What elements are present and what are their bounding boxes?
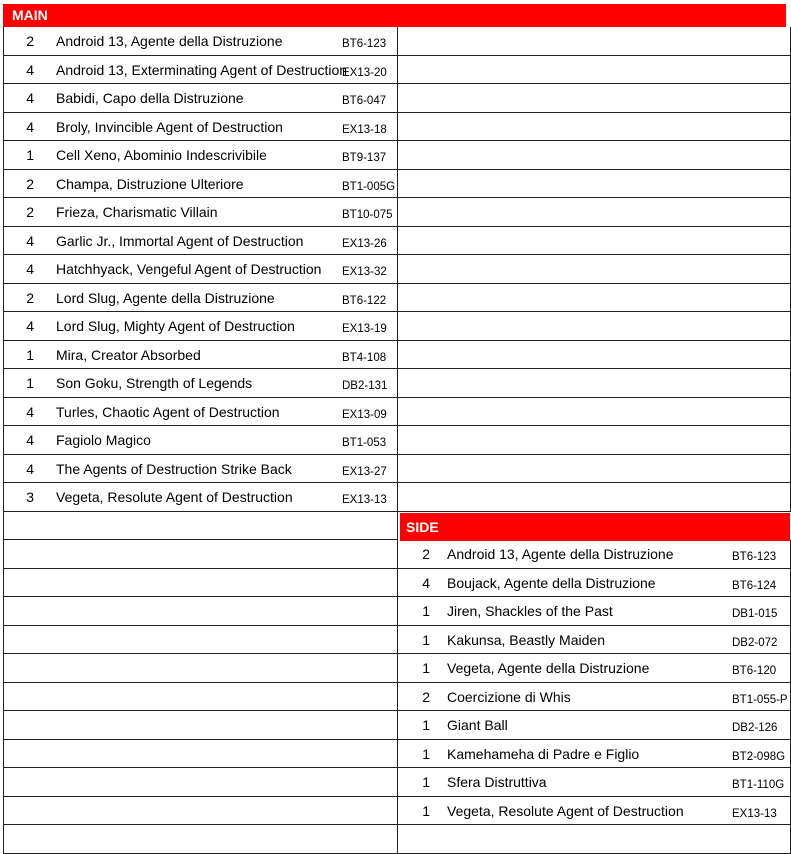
card-name: Lord Slug, Mighty Agent of Destruction xyxy=(56,318,295,334)
card-code: EX13-20 xyxy=(342,66,387,79)
table-row xyxy=(3,740,791,769)
card-code: EX13-13 xyxy=(342,494,387,506)
card-code: EX13-18 xyxy=(342,123,387,136)
card-quantity: 4 xyxy=(26,460,34,477)
card-name: Jiren, Shackles of the Past xyxy=(447,603,613,619)
card-code: BT4-108 xyxy=(342,351,387,364)
main-deck-cell xyxy=(3,341,398,370)
side-deck-cell xyxy=(398,227,791,256)
main-deck-cell xyxy=(3,825,398,854)
card-code: BT1-110G xyxy=(732,779,785,791)
table-row xyxy=(3,455,791,484)
card-name: Vegeta, Resolute Agent of Destruction xyxy=(447,802,684,819)
main-deck-cell xyxy=(3,654,398,683)
side-deck-cell xyxy=(398,369,791,398)
table-row xyxy=(3,711,791,740)
side-deck-cell xyxy=(398,683,791,712)
main-deck-cell xyxy=(3,198,398,227)
card-code: EX13-09 xyxy=(342,408,387,421)
side-deck-cell xyxy=(398,455,791,484)
card-code: EX13-27 xyxy=(342,465,387,478)
card-code: DB2-126 xyxy=(732,722,778,734)
main-deck-cell xyxy=(3,512,398,541)
card-name: Android 13, Exterminating Agent of Destruction xyxy=(56,61,348,78)
side-deck-header: SIDE xyxy=(400,513,790,541)
card-quantity: 2 xyxy=(26,204,34,220)
card-code: BT6-122 xyxy=(342,294,387,307)
card-code: BT6-123 xyxy=(342,38,387,50)
card-quantity: 2 xyxy=(422,546,430,562)
main-deck-cell xyxy=(3,683,398,712)
card-quantity: 4 xyxy=(26,318,34,334)
card-quantity: 4 xyxy=(26,61,34,78)
side-deck-cell xyxy=(398,284,791,313)
side-deck-cell xyxy=(398,569,791,598)
card-code: BT10-075 xyxy=(342,209,393,221)
main-deck-cell xyxy=(3,141,398,170)
table-row xyxy=(3,597,791,626)
table-row xyxy=(3,141,791,170)
side-deck-cell xyxy=(398,797,791,826)
main-deck-cell xyxy=(3,768,398,797)
side-deck-cell xyxy=(398,825,791,854)
card-quantity: 1 xyxy=(422,660,430,676)
main-deck-cell xyxy=(3,455,398,484)
side-deck-cell xyxy=(398,398,791,427)
side-deck-cell xyxy=(398,426,791,455)
card-quantity: 3 xyxy=(26,489,34,505)
main-deck-cell xyxy=(3,483,398,512)
side-deck-cell xyxy=(398,113,791,142)
card-quantity: 4 xyxy=(26,118,34,135)
side-deck-cell xyxy=(398,768,791,797)
card-name: Android 13, Agente della Distruzione xyxy=(56,33,283,49)
card-code: EX13-32 xyxy=(342,266,387,278)
table-row xyxy=(3,84,791,113)
card-quantity: 4 xyxy=(26,432,34,448)
side-deck-cell xyxy=(398,654,791,683)
card-name: Coercizione di Whis xyxy=(447,688,571,705)
main-deck-cell xyxy=(3,398,398,427)
card-quantity: 4 xyxy=(26,403,34,420)
side-deck-cell xyxy=(398,27,791,56)
main-deck-cell xyxy=(3,797,398,826)
table-row xyxy=(3,255,791,284)
card-code: BT6-047 xyxy=(342,95,387,107)
card-name: Android 13, Agente della Distruzione xyxy=(447,546,674,562)
table-row xyxy=(3,198,791,227)
table-row xyxy=(3,626,791,655)
table-row xyxy=(3,369,791,398)
card-name: Vegeta, Resolute Agent of Destruction xyxy=(56,489,293,505)
side-deck-cell xyxy=(398,255,791,284)
table-row xyxy=(3,284,791,313)
main-deck-cell xyxy=(3,711,398,740)
table-row xyxy=(3,27,791,56)
table-row xyxy=(3,312,791,341)
card-quantity: 1 xyxy=(26,375,34,391)
main-deck-cell xyxy=(3,56,398,85)
table-row xyxy=(3,683,791,712)
card-quantity: 1 xyxy=(422,802,430,819)
card-name: Hatchhyack, Vengeful Agent of Destruction xyxy=(56,261,322,277)
side-deck-cell xyxy=(398,540,791,569)
table-row xyxy=(3,341,791,370)
table-row xyxy=(3,483,791,512)
main-deck-cell xyxy=(3,740,398,769)
card-name: Kamehameha di Padre e Figlio xyxy=(447,745,640,762)
side-deck-cell xyxy=(398,597,791,626)
main-deck-cell xyxy=(3,426,398,455)
main-deck-cell xyxy=(3,113,398,142)
card-code: BT1-055-P xyxy=(732,693,788,706)
table-row xyxy=(3,825,791,854)
table-row xyxy=(3,797,791,826)
side-deck-cell xyxy=(398,312,791,341)
table-row xyxy=(3,398,791,427)
side-deck-cell xyxy=(398,626,791,655)
card-code: BT2-098G xyxy=(732,750,786,763)
table-row xyxy=(3,56,791,85)
card-name: Vegeta, Agente della Distruzione xyxy=(447,660,650,676)
card-quantity: 1 xyxy=(422,745,430,762)
card-code: DB2-131 xyxy=(342,380,388,392)
card-quantity: 1 xyxy=(26,147,34,163)
main-deck-cell xyxy=(3,369,398,398)
main-deck-header: MAIN xyxy=(3,4,786,27)
card-quantity: 4 xyxy=(422,574,430,591)
side-deck-cell xyxy=(398,711,791,740)
card-quantity: 1 xyxy=(26,346,34,363)
card-name: Sfera Distruttiva xyxy=(447,774,547,790)
main-deck-cell xyxy=(3,284,398,313)
main-deck-cell xyxy=(3,312,398,341)
main-deck-cell xyxy=(3,170,398,199)
side-deck-cell xyxy=(398,170,791,199)
table-row xyxy=(3,654,791,683)
card-code: BT1-005G xyxy=(342,180,396,193)
card-quantity: 1 xyxy=(422,631,430,648)
table-row xyxy=(3,426,791,455)
card-code: DB1-015 xyxy=(732,608,778,620)
card-name: Fagiolo Magico xyxy=(56,432,151,448)
table-row xyxy=(3,540,791,569)
card-name: Giant Ball xyxy=(447,717,508,733)
card-quantity: 2 xyxy=(26,175,34,192)
card-name: The Agents of Destruction Strike Back xyxy=(56,460,292,477)
card-name: Mira, Creator Absorbed xyxy=(56,346,201,363)
card-quantity: 1 xyxy=(422,717,430,733)
side-deck-cell xyxy=(398,56,791,85)
card-code: BT6-123 xyxy=(732,551,777,563)
side-deck-cell xyxy=(398,740,791,769)
card-name: Broly, Invincible Agent of Destruction xyxy=(56,118,283,135)
card-quantity: 2 xyxy=(26,33,34,49)
card-code: BT9-137 xyxy=(342,152,387,164)
card-quantity: 2 xyxy=(422,688,430,705)
main-deck-cell xyxy=(3,569,398,598)
card-name: Lord Slug, Agente della Distruzione xyxy=(56,289,275,306)
main-deck-cell xyxy=(3,626,398,655)
card-quantity: 4 xyxy=(26,90,34,106)
side-deck-cell xyxy=(398,483,791,512)
main-deck-cell xyxy=(3,255,398,284)
table-row xyxy=(3,113,791,142)
card-quantity: 1 xyxy=(422,603,430,619)
card-code: EX13-19 xyxy=(342,323,387,335)
card-quantity: 4 xyxy=(26,232,34,249)
card-name: Kakunsa, Beastly Maiden xyxy=(447,631,605,648)
table-row xyxy=(3,170,791,199)
card-code: EX13-13 xyxy=(732,807,777,820)
card-name: Babidi, Capo della Distruzione xyxy=(56,90,244,106)
table-row xyxy=(3,569,791,598)
main-deck-cell xyxy=(3,227,398,256)
side-deck-cell xyxy=(398,141,791,170)
card-code: EX13-26 xyxy=(342,237,387,250)
card-name: Garlic Jr., Immortal Agent of Destruction xyxy=(56,232,304,249)
main-deck-cell xyxy=(3,84,398,113)
main-deck-cell xyxy=(3,597,398,626)
card-name: Champa, Distruzione Ulteriore xyxy=(56,175,244,192)
side-deck-cell xyxy=(398,341,791,370)
main-deck-cell xyxy=(3,540,398,569)
card-code: DB2-072 xyxy=(732,636,778,649)
card-code: BT6-124 xyxy=(732,579,777,592)
side-deck-cell xyxy=(398,198,791,227)
card-quantity: 2 xyxy=(26,289,34,306)
card-name: Boujack, Agente della Distruzione xyxy=(447,574,656,591)
card-name: Cell Xeno, Abominio Indescrivibile xyxy=(56,147,267,163)
card-code: BT6-120 xyxy=(732,665,777,677)
side-deck-cell xyxy=(398,84,791,113)
card-quantity: 1 xyxy=(422,774,430,790)
main-deck-cell xyxy=(3,27,398,56)
card-quantity: 4 xyxy=(26,261,34,277)
card-name: Frieza, Charismatic Villain xyxy=(56,204,218,220)
card-name: Son Goku, Strength of Legends xyxy=(56,375,253,391)
card-name: Turles, Chaotic Agent of Destruction xyxy=(56,403,280,420)
card-code: BT1-053 xyxy=(342,437,387,449)
table-row xyxy=(3,227,791,256)
table-row xyxy=(3,768,791,797)
